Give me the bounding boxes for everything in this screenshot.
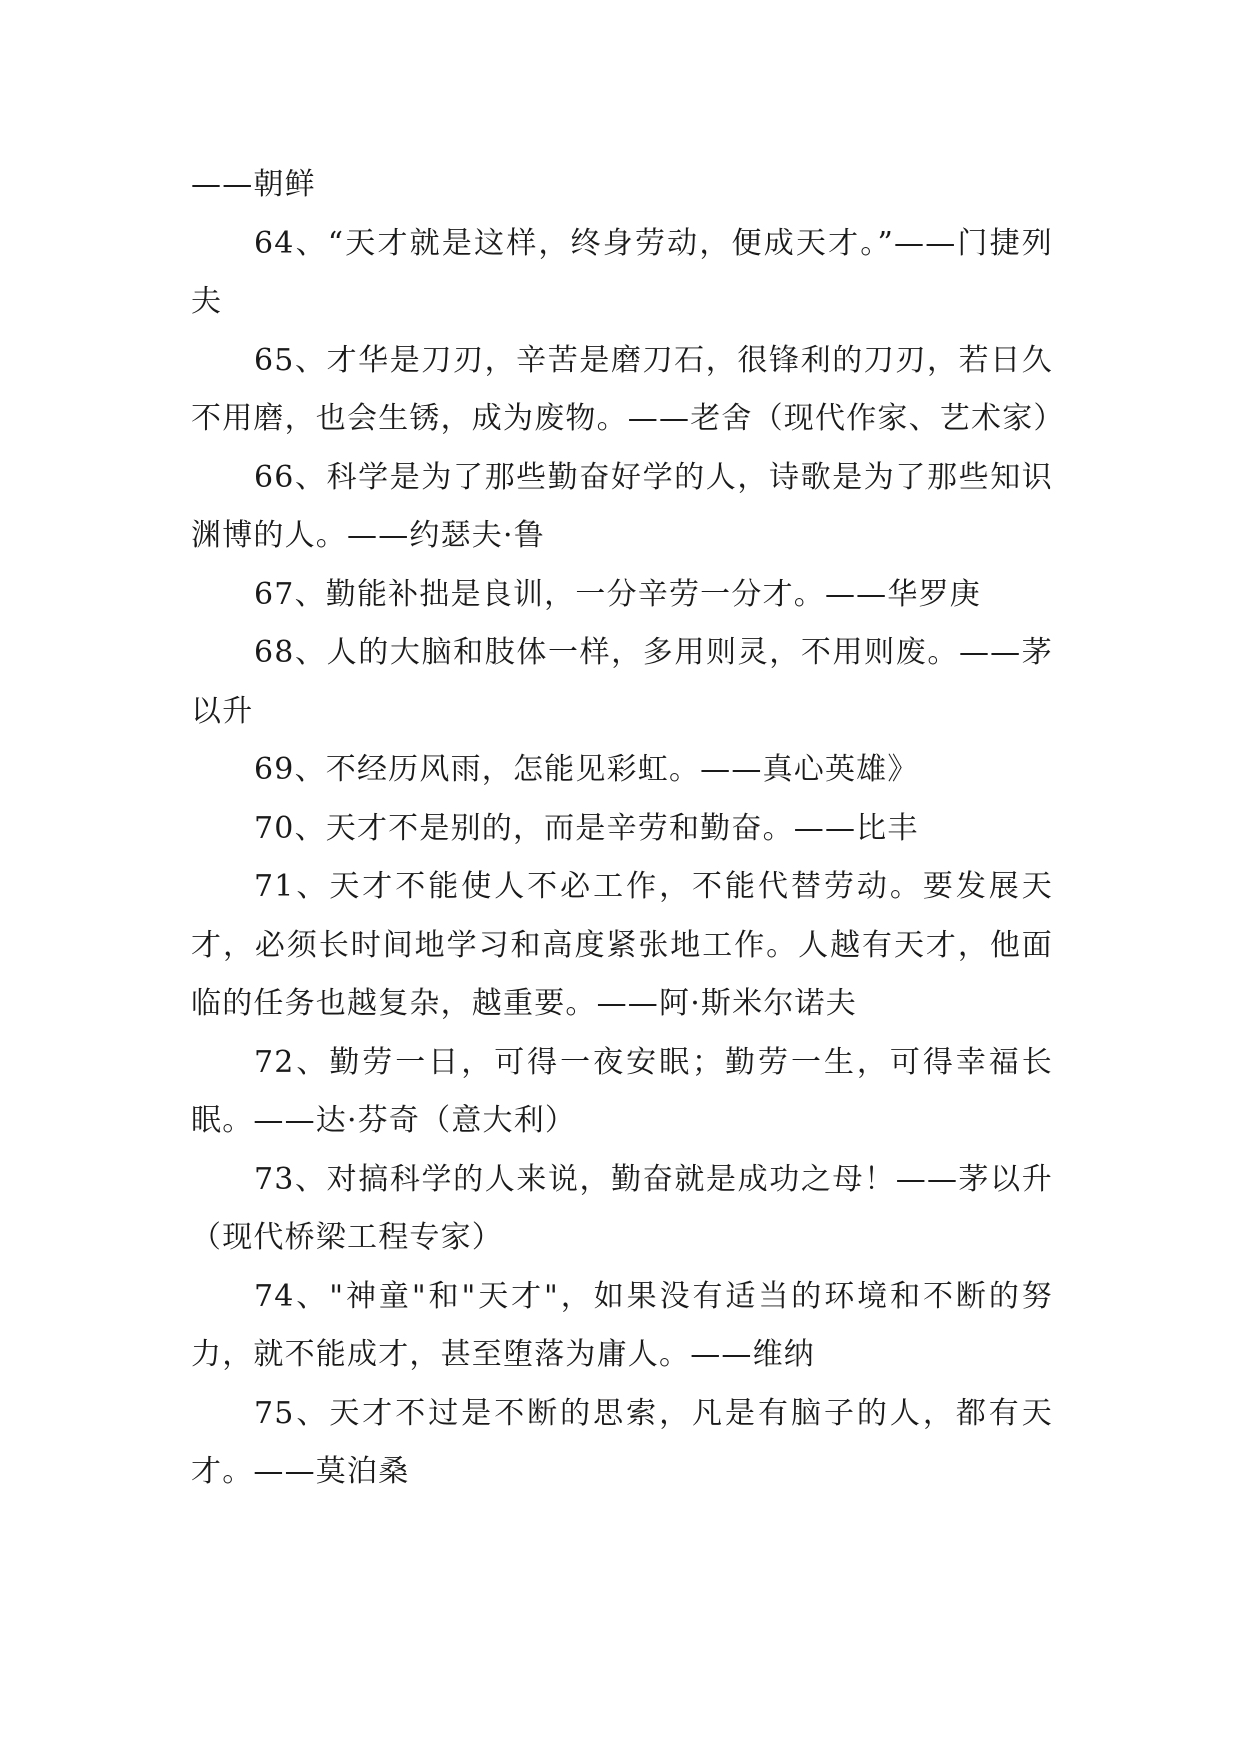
document-body — [191, 156, 1065, 1502]
quote-75: 75、天才不过是不断的思索，凡是有脑子的人，都有天才。——莫泊桑 — [191, 1395, 1053, 1489]
quote-73: 73、对搞科学的人来说，勤奋就是成功之母！——茅以升（现代桥梁工程专家） — [191, 1161, 1053, 1255]
quote-71: 71、天才不能使人不必工作，不能代替劳动。要发展天才，必须长时间地学习和高度紧张地工作。人越有天才，他面临的任务也越复杂，越重要。——阿·斯米尔诺夫 — [191, 869, 1053, 1021]
quote-67: 67、勤能补拙是良训，一分辛劳一分才。——华罗庚 — [254, 576, 981, 612]
quote-65: 65、才华是刀刃，辛苦是磨刀石，很锋利的刀刃，若日久不用磨，也会生锈，成为废物。——老舍（现代作家、艺术家） — [191, 342, 1065, 436]
quote-70: 70、天才不是别的，而是辛劳和勤奋。——比丰 — [254, 810, 919, 846]
quote-74: 74、"神童"和"天才"，如果没有适当的环境和不断的努力，就不能成才，甚至堕落为庸人。——维纳 — [191, 1278, 1053, 1372]
quote-66: 66、科学是为了那些勤奋好学的人，诗歌是为了那些知识渊博的人。——约瑟夫·鲁 — [191, 459, 1053, 553]
paragraph-continuation: ——朝鲜 — [191, 167, 316, 202]
quote-68: 68、人的大脑和肢体一样，多用则灵，不用则废。——茅以升 — [191, 635, 1053, 729]
quote-72: 72、勤劳一日，可得一夜安眠；勤劳一生，可得幸福长眠。——达·芬奇（意大利） — [191, 1044, 1053, 1138]
quote-69: 69、不经历风雨，怎能见彩虹。——真心英雄》 — [254, 752, 919, 787]
quote-64: 64、“天才就是这样，终身劳动，便成天才。”——门捷列夫 — [191, 225, 1053, 319]
